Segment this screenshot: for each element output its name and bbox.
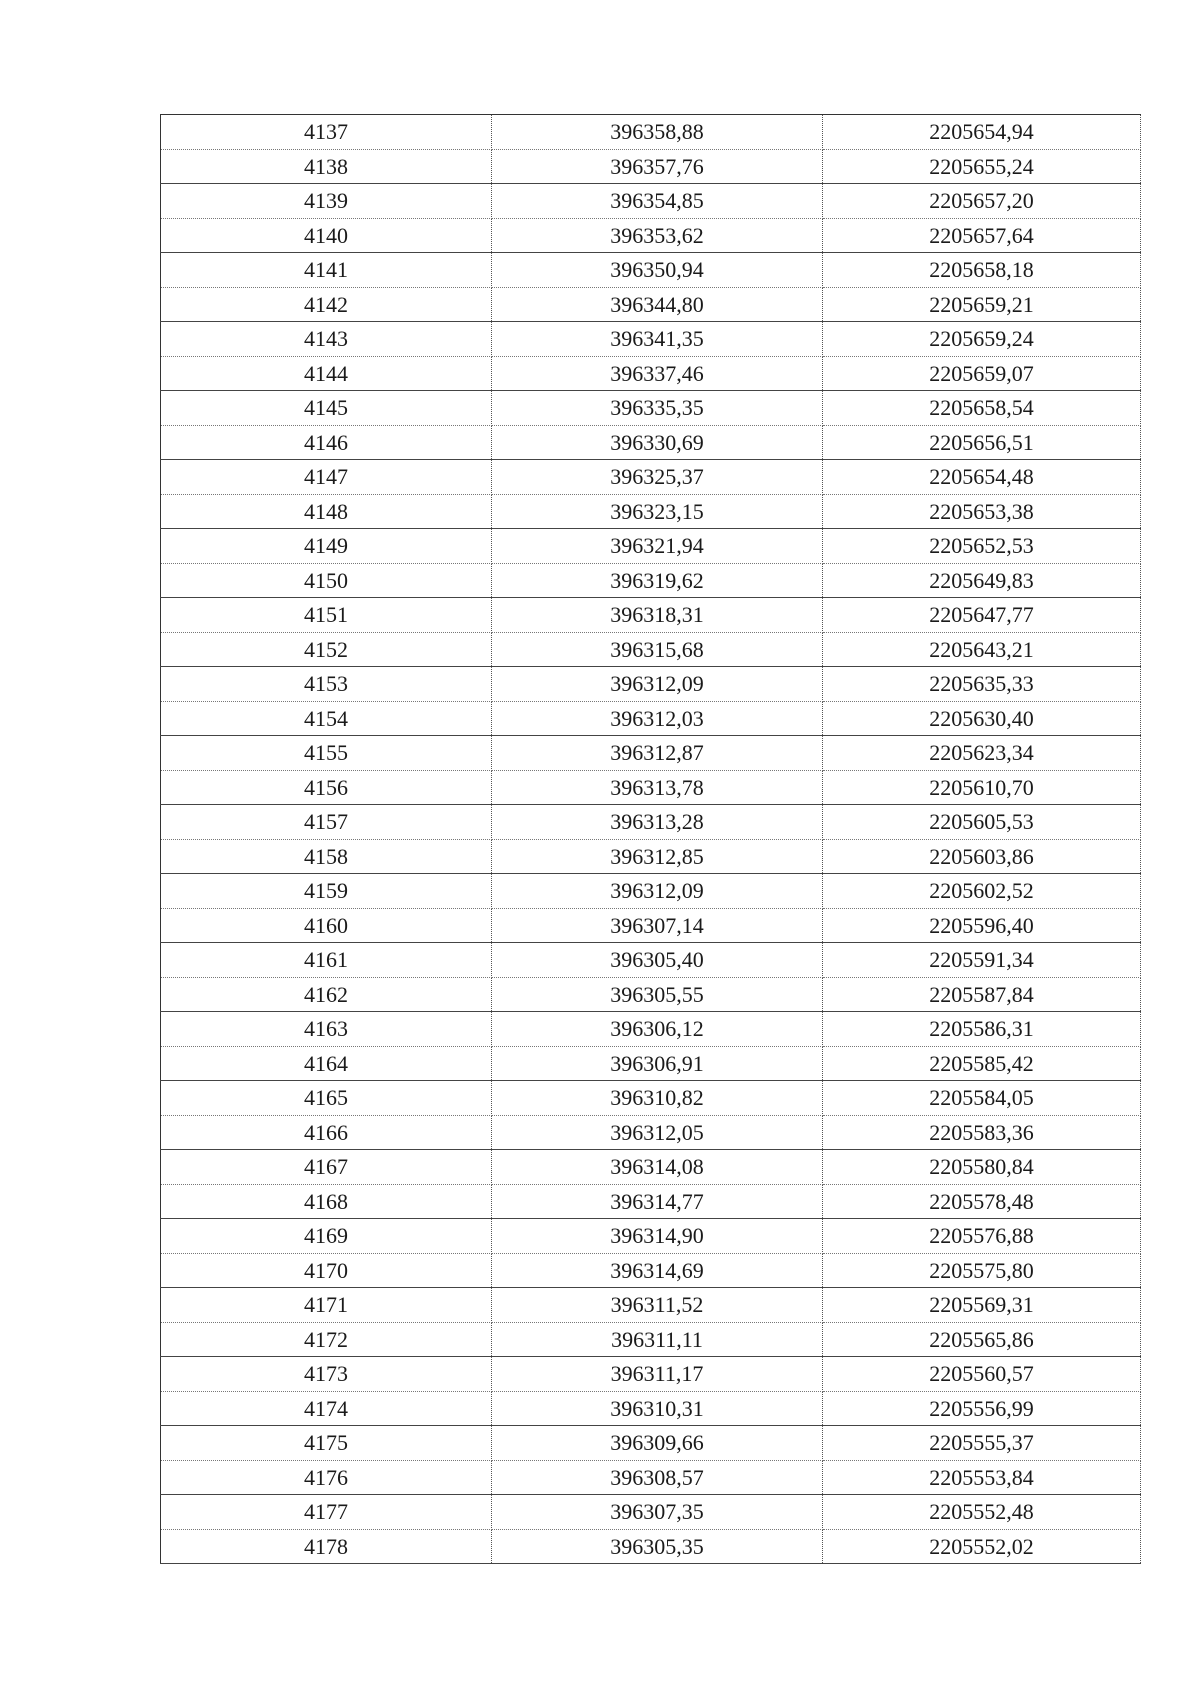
table-row — [161, 184, 1141, 219]
x-coordinate-cell: 396357,76 — [492, 149, 823, 184]
y-coordinate-cell: 2205552,48 — [823, 1495, 1141, 1530]
y-coordinate-cell: 2205649,83 — [823, 563, 1141, 598]
table-row — [161, 943, 1141, 978]
point-number-cell: 4165 — [161, 1081, 492, 1116]
point-number-cell: 4178 — [161, 1529, 492, 1564]
table-row — [161, 701, 1141, 736]
y-coordinate-cell: 2205584,05 — [823, 1081, 1141, 1116]
y-coordinate-cell: 2205580,84 — [823, 1150, 1141, 1185]
table-row — [161, 563, 1141, 598]
x-coordinate-cell: 396344,80 — [492, 287, 823, 322]
point-number-cell: 4151 — [161, 598, 492, 633]
table-row — [161, 1150, 1141, 1185]
x-coordinate-cell: 396318,31 — [492, 598, 823, 633]
table-row — [161, 1115, 1141, 1150]
y-coordinate-cell: 2205602,52 — [823, 874, 1141, 909]
point-number-cell: 4149 — [161, 529, 492, 564]
table-row — [161, 1012, 1141, 1047]
table-row — [161, 1219, 1141, 1254]
coordinates-table — [160, 114, 1141, 1564]
y-coordinate-cell: 2205585,42 — [823, 1046, 1141, 1081]
table-row — [161, 1529, 1141, 1564]
point-number-cell: 4139 — [161, 184, 492, 219]
table-row — [161, 149, 1141, 184]
table-row — [161, 460, 1141, 495]
x-coordinate-cell: 396323,15 — [492, 494, 823, 529]
table-row — [161, 1046, 1141, 1081]
x-coordinate-cell: 396311,11 — [492, 1322, 823, 1357]
x-coordinate-cell: 396314,90 — [492, 1219, 823, 1254]
y-coordinate-cell: 2205654,94 — [823, 115, 1141, 150]
x-coordinate-cell: 396309,66 — [492, 1426, 823, 1461]
table-row — [161, 425, 1141, 460]
point-number-cell: 4143 — [161, 322, 492, 357]
y-coordinate-cell: 2205655,24 — [823, 149, 1141, 184]
y-coordinate-cell: 2205553,84 — [823, 1460, 1141, 1495]
point-number-cell: 4177 — [161, 1495, 492, 1530]
point-number-cell: 4154 — [161, 701, 492, 736]
point-number-cell: 4176 — [161, 1460, 492, 1495]
x-coordinate-cell: 396312,03 — [492, 701, 823, 736]
table-row — [161, 1288, 1141, 1323]
table-row — [161, 529, 1141, 564]
y-coordinate-cell: 2205647,77 — [823, 598, 1141, 633]
point-number-cell: 4171 — [161, 1288, 492, 1323]
x-coordinate-cell: 396314,69 — [492, 1253, 823, 1288]
table-row — [161, 1460, 1141, 1495]
x-coordinate-cell: 396325,37 — [492, 460, 823, 495]
y-coordinate-cell: 2205659,07 — [823, 356, 1141, 391]
point-number-cell: 4146 — [161, 425, 492, 460]
table-row — [161, 1322, 1141, 1357]
point-number-cell: 4138 — [161, 149, 492, 184]
point-number-cell: 4150 — [161, 563, 492, 598]
y-coordinate-cell: 2205635,33 — [823, 667, 1141, 702]
point-number-cell: 4158 — [161, 839, 492, 874]
point-number-cell: 4169 — [161, 1219, 492, 1254]
table-row — [161, 322, 1141, 357]
x-coordinate-cell: 396321,94 — [492, 529, 823, 564]
x-coordinate-cell: 396305,55 — [492, 977, 823, 1012]
table-row — [161, 356, 1141, 391]
y-coordinate-cell: 2205610,70 — [823, 770, 1141, 805]
table-row — [161, 287, 1141, 322]
point-number-cell: 4161 — [161, 943, 492, 978]
point-number-cell: 4172 — [161, 1322, 492, 1357]
y-coordinate-cell: 2205605,53 — [823, 805, 1141, 840]
x-coordinate-cell: 396312,05 — [492, 1115, 823, 1150]
y-coordinate-cell: 2205586,31 — [823, 1012, 1141, 1047]
table-row — [161, 667, 1141, 702]
x-coordinate-cell: 396337,46 — [492, 356, 823, 391]
x-coordinate-cell: 396310,31 — [492, 1391, 823, 1426]
x-coordinate-cell: 396314,08 — [492, 1150, 823, 1185]
y-coordinate-cell: 2205576,88 — [823, 1219, 1141, 1254]
point-number-cell: 4160 — [161, 908, 492, 943]
y-coordinate-cell: 2205575,80 — [823, 1253, 1141, 1288]
y-coordinate-cell: 2205659,24 — [823, 322, 1141, 357]
x-coordinate-cell: 396307,14 — [492, 908, 823, 943]
y-coordinate-cell: 2205555,37 — [823, 1426, 1141, 1461]
table-row — [161, 839, 1141, 874]
y-coordinate-cell: 2205552,02 — [823, 1529, 1141, 1564]
x-coordinate-cell: 396314,77 — [492, 1184, 823, 1219]
table-row — [161, 805, 1141, 840]
x-coordinate-cell: 396312,09 — [492, 667, 823, 702]
x-coordinate-cell: 396319,62 — [492, 563, 823, 598]
x-coordinate-cell: 396307,35 — [492, 1495, 823, 1530]
point-number-cell: 4141 — [161, 253, 492, 288]
point-number-cell: 4175 — [161, 1426, 492, 1461]
y-coordinate-cell: 2205652,53 — [823, 529, 1141, 564]
x-coordinate-cell: 396341,35 — [492, 322, 823, 357]
point-number-cell: 4145 — [161, 391, 492, 426]
y-coordinate-cell: 2205560,57 — [823, 1357, 1141, 1392]
point-number-cell: 4174 — [161, 1391, 492, 1426]
point-number-cell: 4140 — [161, 218, 492, 253]
table-row — [161, 1081, 1141, 1116]
y-coordinate-cell: 2205657,64 — [823, 218, 1141, 253]
y-coordinate-cell: 2205603,86 — [823, 839, 1141, 874]
point-number-cell: 4166 — [161, 1115, 492, 1150]
table-row — [161, 391, 1141, 426]
table-row — [161, 908, 1141, 943]
x-coordinate-cell: 396354,85 — [492, 184, 823, 219]
point-number-cell: 4137 — [161, 115, 492, 150]
table-row — [161, 218, 1141, 253]
x-coordinate-cell: 396312,87 — [492, 736, 823, 771]
y-coordinate-cell: 2205654,48 — [823, 460, 1141, 495]
table-row — [161, 632, 1141, 667]
table-row — [161, 1184, 1141, 1219]
y-coordinate-cell: 2205657,20 — [823, 184, 1141, 219]
table-row — [161, 253, 1141, 288]
x-coordinate-cell: 396306,91 — [492, 1046, 823, 1081]
point-number-cell: 4144 — [161, 356, 492, 391]
y-coordinate-cell: 2205659,21 — [823, 287, 1141, 322]
y-coordinate-cell: 2205591,34 — [823, 943, 1141, 978]
x-coordinate-cell: 396312,09 — [492, 874, 823, 909]
point-number-cell: 4170 — [161, 1253, 492, 1288]
table-row — [161, 770, 1141, 805]
x-coordinate-cell: 396313,78 — [492, 770, 823, 805]
point-number-cell: 4173 — [161, 1357, 492, 1392]
x-coordinate-cell: 396311,52 — [492, 1288, 823, 1323]
y-coordinate-cell: 2205578,48 — [823, 1184, 1141, 1219]
table-row — [161, 598, 1141, 633]
y-coordinate-cell: 2205658,54 — [823, 391, 1141, 426]
point-number-cell: 4162 — [161, 977, 492, 1012]
y-coordinate-cell: 2205596,40 — [823, 908, 1141, 943]
x-coordinate-cell: 396308,57 — [492, 1460, 823, 1495]
table-row — [161, 115, 1141, 150]
point-number-cell: 4156 — [161, 770, 492, 805]
table-row — [161, 1426, 1141, 1461]
point-number-cell: 4167 — [161, 1150, 492, 1185]
x-coordinate-cell: 396335,35 — [492, 391, 823, 426]
point-number-cell: 4159 — [161, 874, 492, 909]
y-coordinate-cell: 2205630,40 — [823, 701, 1141, 736]
x-coordinate-cell: 396305,35 — [492, 1529, 823, 1564]
x-coordinate-cell: 396315,68 — [492, 632, 823, 667]
coordinates-table-body — [161, 115, 1141, 1564]
y-coordinate-cell: 2205643,21 — [823, 632, 1141, 667]
table-row — [161, 736, 1141, 771]
x-coordinate-cell: 396313,28 — [492, 805, 823, 840]
y-coordinate-cell: 2205656,51 — [823, 425, 1141, 460]
point-number-cell: 4153 — [161, 667, 492, 702]
y-coordinate-cell: 2205587,84 — [823, 977, 1141, 1012]
x-coordinate-cell: 396305,40 — [492, 943, 823, 978]
x-coordinate-cell: 396306,12 — [492, 1012, 823, 1047]
x-coordinate-cell: 396353,62 — [492, 218, 823, 253]
x-coordinate-cell: 396312,85 — [492, 839, 823, 874]
point-number-cell: 4155 — [161, 736, 492, 771]
point-number-cell: 4148 — [161, 494, 492, 529]
x-coordinate-cell: 396311,17 — [492, 1357, 823, 1392]
y-coordinate-cell: 2205569,31 — [823, 1288, 1141, 1323]
x-coordinate-cell: 396358,88 — [492, 115, 823, 150]
y-coordinate-cell: 2205658,18 — [823, 253, 1141, 288]
point-number-cell: 4164 — [161, 1046, 492, 1081]
table-row — [161, 1253, 1141, 1288]
table-row — [161, 1391, 1141, 1426]
x-coordinate-cell: 396310,82 — [492, 1081, 823, 1116]
y-coordinate-cell: 2205583,36 — [823, 1115, 1141, 1150]
table-row — [161, 1495, 1141, 1530]
point-number-cell: 4142 — [161, 287, 492, 322]
x-coordinate-cell: 396350,94 — [492, 253, 823, 288]
point-number-cell: 4147 — [161, 460, 492, 495]
y-coordinate-cell: 2205623,34 — [823, 736, 1141, 771]
table-row — [161, 494, 1141, 529]
point-number-cell: 4157 — [161, 805, 492, 840]
point-number-cell: 4163 — [161, 1012, 492, 1047]
table-row — [161, 977, 1141, 1012]
y-coordinate-cell: 2205556,99 — [823, 1391, 1141, 1426]
point-number-cell: 4168 — [161, 1184, 492, 1219]
point-number-cell: 4152 — [161, 632, 492, 667]
table-row — [161, 1357, 1141, 1392]
y-coordinate-cell: 2205565,86 — [823, 1322, 1141, 1357]
table-row — [161, 874, 1141, 909]
x-coordinate-cell: 396330,69 — [492, 425, 823, 460]
y-coordinate-cell: 2205653,38 — [823, 494, 1141, 529]
